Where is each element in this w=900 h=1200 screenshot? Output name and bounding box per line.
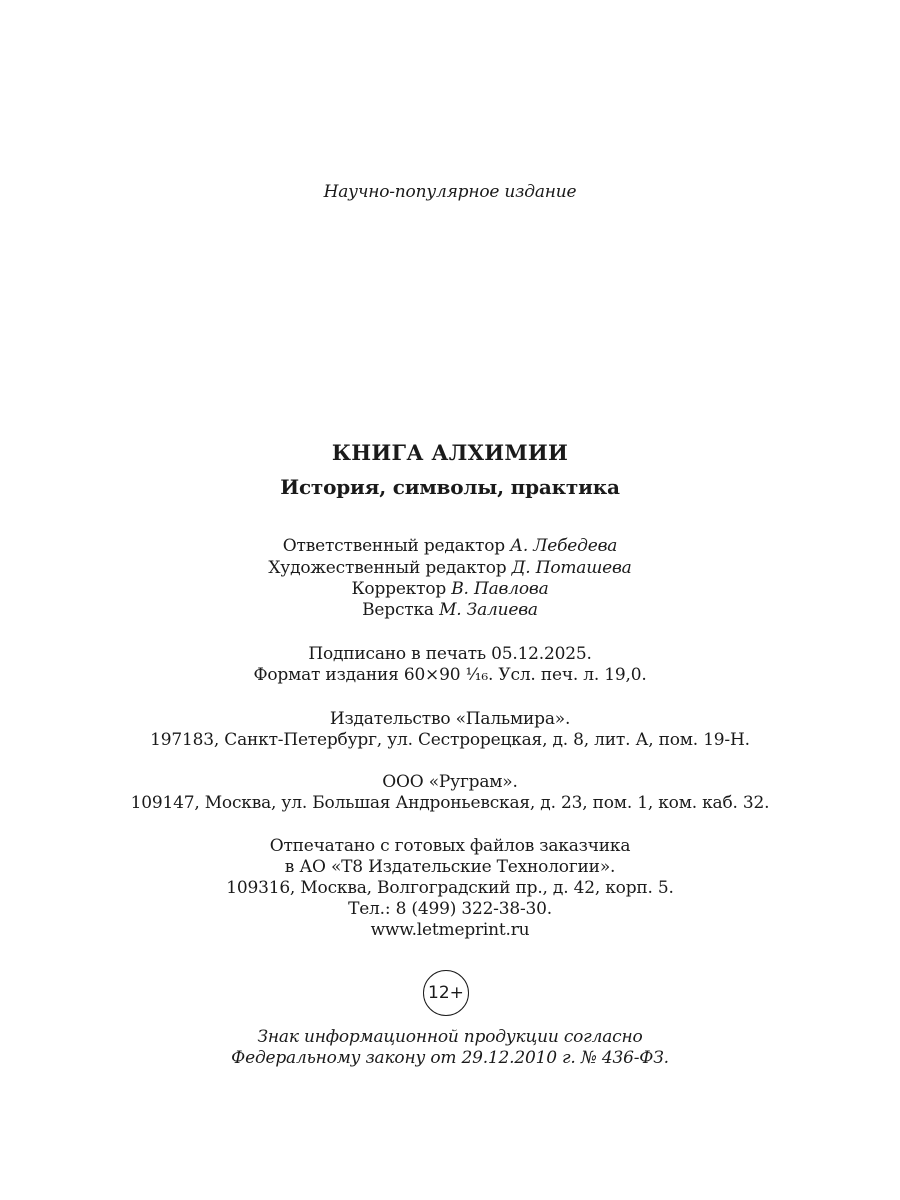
credit-role: Ответственный редактор xyxy=(282,536,505,556)
print-format: Формат издания 60×90 ¹⁄₁₆. Усл. печ. л. 19,0. xyxy=(253,665,647,685)
credit-name: В. Павлова xyxy=(451,579,549,599)
rating-note-line: Федеральному закону от 29.12.2010 г. № 436-ФЗ. xyxy=(231,1048,669,1068)
distributor-name: ООО «Руграм». xyxy=(382,772,518,792)
printer-website: www.letmeprint.ru xyxy=(370,920,530,940)
credit-line xyxy=(0,600,900,620)
credit-role: Верстка xyxy=(362,600,434,620)
print-signed: Подписано в печать 05.12.2025. xyxy=(308,644,592,664)
distributor-address: 109147, Москва, ул. Большая Андроньевская, д. 23, пом. 1, ком. каб. 32. xyxy=(130,793,770,813)
credit-line xyxy=(0,579,900,599)
printer-line: Отпечатано с готовых файлов заказчика xyxy=(269,836,631,856)
age-rating-badge xyxy=(423,970,469,1016)
credit-line xyxy=(0,558,900,578)
publisher-address: 197183, Санкт-Петербург, ул. Сестрорецкая, д. 8, лит. А, пом. 19-Н. xyxy=(150,730,750,750)
printer-address: 109316, Москва, Волгоградский пр., д. 42, корп. 5. xyxy=(226,878,674,898)
book-title: КНИГА АЛХИМИИ xyxy=(331,440,569,465)
credit-role: Художественный редактор xyxy=(268,558,507,578)
publisher-name: Издательство «Пальмира». xyxy=(329,709,571,729)
rating-note-line: Знак информационной продукции согласно xyxy=(257,1027,643,1047)
printer-phone: Тел.: 8 (499) 322-38-30. xyxy=(348,899,552,919)
edition-type: Научно-популярное издание xyxy=(323,182,577,202)
age-rating-label: 12+ xyxy=(428,983,464,1003)
credit-role: Корректор xyxy=(351,579,447,599)
credit-name: Д. Поташева xyxy=(511,558,632,578)
printer-line: в АО «Т8 Издательские Технологии». xyxy=(284,857,616,877)
credit-line xyxy=(0,536,900,556)
credit-name: М. Залиева xyxy=(439,600,538,620)
credit-name: А. Лебедева xyxy=(510,536,618,556)
book-subtitle: История, символы, практика xyxy=(280,475,620,499)
